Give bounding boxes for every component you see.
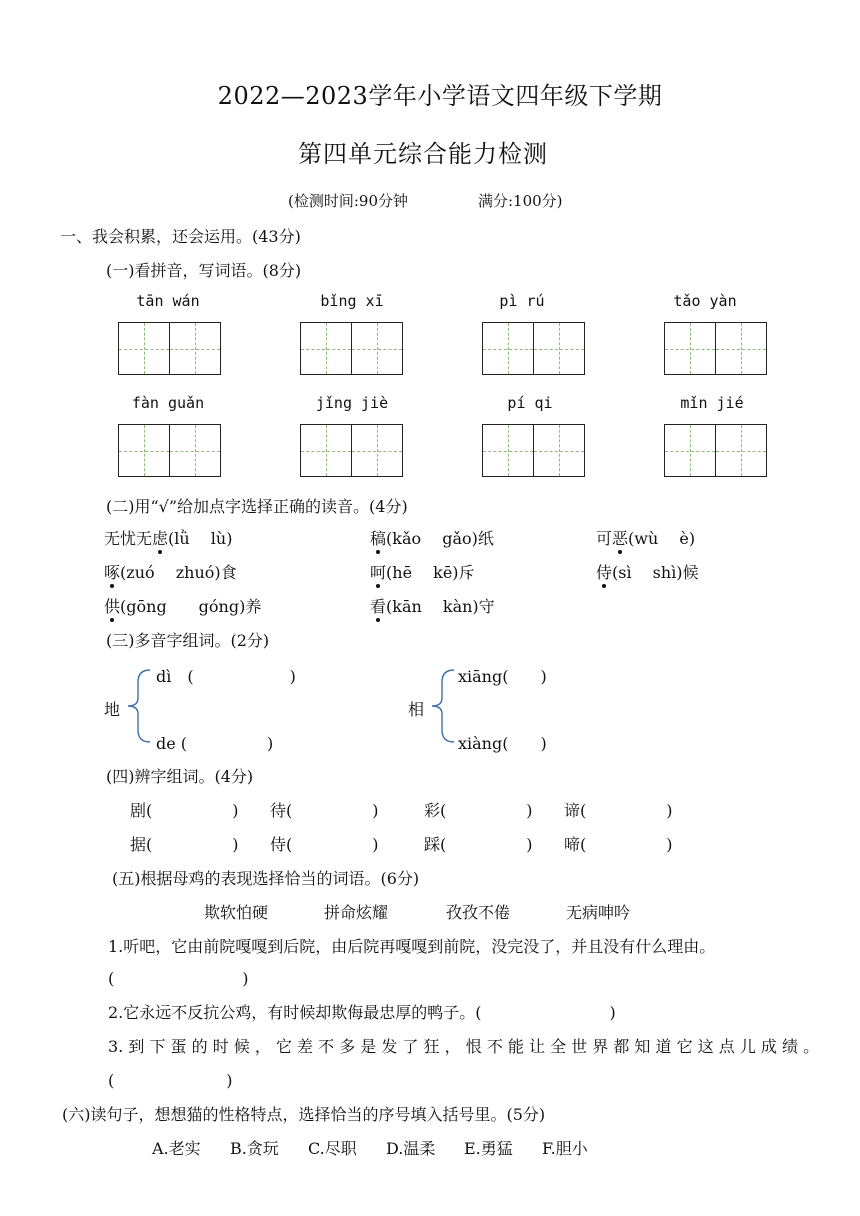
- writing-grid[interactable]: [664, 322, 767, 375]
- answer-blank[interactable]: ( ): [108, 1071, 233, 1090]
- word-option: 拼命炫耀: [324, 903, 389, 922]
- answer-blank[interactable]: de ( ): [156, 734, 274, 753]
- answer-blank[interactable]: 啼( ): [564, 835, 673, 854]
- pinyin-label: mǐn jié: [680, 394, 744, 412]
- answer-blank[interactable]: dì ( ): [156, 667, 296, 686]
- part5-heading: (五)根据母鸡的表现选择恰当的词语。(6分): [112, 869, 420, 888]
- writing-grid[interactable]: [482, 424, 585, 477]
- exam-time: (检测时间:90分钟: [288, 192, 408, 210]
- word-option: 无病呻吟: [566, 903, 631, 922]
- writing-grid[interactable]: [118, 322, 221, 375]
- pinyin-label: tān wán: [136, 292, 200, 310]
- writing-grid[interactable]: [118, 424, 221, 477]
- reading-item[interactable]: 啄(zuó zhuó)食: [104, 560, 237, 583]
- question-text: 3. 到 下 蛋 的 时 候 ， 它 差 不 多 是 发 了 狂 ， 恨 不 能 让 全 世 界 都 知 道 它 这 点 儿 成 绩 。: [108, 1037, 820, 1056]
- choice-option: B.贪玩: [230, 1139, 279, 1158]
- answer-blank[interactable]: 侍( ): [270, 835, 379, 854]
- reading-item[interactable]: 供(gōng góng)养: [104, 594, 261, 617]
- section-heading: 一、我会积累，还会运用。(43分): [60, 227, 301, 246]
- reading-item[interactable]: 稿(kǎo gǎo)纸: [370, 526, 494, 549]
- reading-item[interactable]: 无忧无虑(lǜ lù): [104, 526, 232, 549]
- choice-option: E.勇猛: [464, 1139, 513, 1158]
- answer-blank[interactable]: xiāng( ): [458, 667, 547, 686]
- part3-heading: (三)多音字组词。(2分): [106, 631, 270, 650]
- word-option: 孜孜不倦: [446, 903, 511, 922]
- exam-title: 2022—2023学年小学语文四年级下学期: [217, 82, 663, 110]
- pinyin-label: pí qi: [507, 394, 553, 412]
- question-text[interactable]: 2.它永远不反抗公鸡，有时候却欺侮最忠厚的鸭子。( ): [108, 1003, 616, 1022]
- reading-item[interactable]: 看(kān kàn)守: [370, 594, 495, 617]
- choice-option: D.温柔: [386, 1139, 436, 1158]
- part1-heading: (一)看拼音，写词语。(8分): [106, 261, 302, 280]
- pinyin-label: pì rú: [499, 292, 545, 310]
- word-option: 欺软怕硬: [204, 903, 269, 922]
- answer-blank[interactable]: 谛( ): [564, 801, 673, 820]
- choice-option: A.老实: [152, 1139, 201, 1158]
- exam-subtitle: 第四单元综合能力检测: [298, 140, 548, 168]
- question-text: 1.听吧，它由前院嘎嘎到后院，由后院再嘎嘎到前院，没完没了，并且没有什么理由。: [108, 937, 716, 956]
- choice-option: F.胆小: [542, 1139, 588, 1158]
- polyphone-char: 地: [104, 700, 121, 719]
- reading-item[interactable]: 可恶(wù è): [596, 526, 695, 549]
- pinyin-label: fàn guǎn: [131, 394, 205, 412]
- pinyin-label: jǐng jiè: [315, 394, 389, 412]
- writing-grid[interactable]: [300, 424, 403, 477]
- part2-heading: (二)用“√”给加点字选择正确的读音。(4分): [106, 497, 408, 516]
- answer-blank[interactable]: 据( ): [130, 835, 239, 854]
- pinyin-label: tǎo yàn: [673, 292, 737, 310]
- writing-grid[interactable]: [664, 424, 767, 477]
- answer-blank[interactable]: ( ): [108, 969, 249, 988]
- choice-option: C.尽职: [308, 1139, 357, 1158]
- brace-icon: [428, 664, 456, 748]
- answer-blank[interactable]: 踩( ): [424, 835, 533, 854]
- brace-icon: [124, 664, 152, 748]
- answer-blank[interactable]: 彩( ): [424, 801, 533, 820]
- reading-item[interactable]: 呵(hē kē)斥: [370, 560, 475, 583]
- reading-item[interactable]: 侍(sì shì)候: [596, 560, 699, 583]
- part4-heading: (四)辨字组词。(4分): [106, 767, 254, 786]
- part6-heading: (六)读句子，想想猫的性格特点，选择恰当的序号填入括号里。(5分): [62, 1105, 546, 1124]
- answer-blank[interactable]: xiàng( ): [458, 734, 547, 753]
- answer-blank[interactable]: 待( ): [270, 801, 379, 820]
- pinyin-label: bǐng xī: [320, 292, 384, 310]
- answer-blank[interactable]: 剧( ): [130, 801, 239, 820]
- exam-score: 满分:100分): [478, 192, 563, 210]
- polyphone-char: 相: [408, 700, 425, 719]
- writing-grid[interactable]: [482, 322, 585, 375]
- writing-grid[interactable]: [300, 322, 403, 375]
